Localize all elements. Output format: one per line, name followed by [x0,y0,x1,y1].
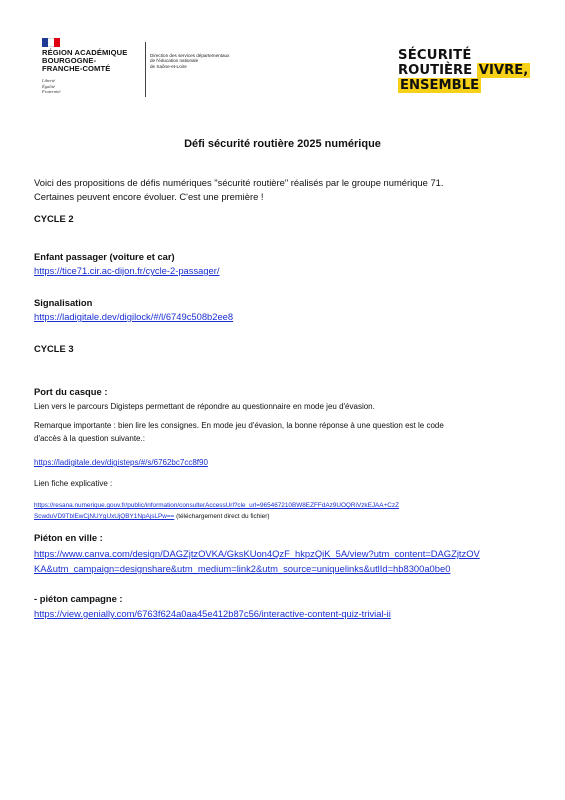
section-enfant-passager-title: Enfant passager (voiture et car) [34,251,175,262]
link-genially[interactable]: https://view.genially.com/6763f624a0aa45e412b87c56/interactive-content-quiz-trivial-ii [34,608,391,619]
section-signalisation-title: Signalisation [34,297,93,308]
cycle-2-heading: CYCLE 2 [34,213,74,224]
intro-line-1: Voici des propositions de défis numériques "sécurité routière" réalisés par le groupe numérique 71. [34,177,444,188]
link-canva-line-2[interactable]: KA&utm_campaign=designshare&utm_medium=link2&utm_source=uniquelinks&utlId=hb8300a0be0 [34,563,451,574]
section-pieton-campagne-title: - piéton campagne : [34,593,123,604]
logo-line-2b: VIVRE, [478,63,529,78]
remark-line-1: Remarque importante : bien lire les consignes. En mode jeu d'évasion, la bonne réponse à une question est le code [34,421,444,430]
logo-line-2 [398,63,530,78]
link-resana-line-1[interactable]: https://resana.numerique.gouv.fr/public/information/consulterAccessUrl?cle_url=965467210BW8EZFFdAz9UOQRiVzkEJAA+CzZ [34,502,400,509]
logo-line-3 [398,78,481,93]
page-title: Défi sécurité routière 2025 numérique [184,138,381,150]
resana-note: (téléchargement direct du fichier) [174,513,270,520]
direction-name: Direction des services départementaux de l'éducation nationale de Saône-et-Loire [150,53,230,69]
cycle-3-heading: CYCLE 3 [34,343,74,354]
section-pieton-ville-title: Piéton en ville : [34,532,103,543]
section-port-du-casque-title: Port du casque : [34,386,108,397]
fiche-explicative-label: Lien fiche explicative : [34,479,113,488]
region-name: RÉGION ACADÉMIQUE BOURGOGNE- FRANCHE-COMTÉ [42,48,128,73]
securite-routiere-logo [398,48,538,98]
link-canva-line-1[interactable]: https://www.canva.com/design/DAGZjtzOVKA/GksKUon4QzF_hkpzQiK_5A/view?utm_content=DAGZjtzOV [34,548,480,559]
french-flag-icon [42,38,60,47]
intro-line-2: Certaines peuvent encore évoluer. C'est une première ! [34,191,264,202]
logo-line-2a: ROUTIÈRE [398,63,473,78]
link-enfant-passager[interactable]: https://tice71.cir.ac-dijon.fr/cycle-2-passager/ [34,265,220,276]
port-du-casque-text: Lien vers le parcours Digisteps permettant de répondre au questionnaire en mode jeu d'évasion. [34,402,375,411]
link-digisteps[interactable]: https://ladigitale.dev/digisteps/#/s/6762bc7cc8f90 [34,458,208,467]
link-resana-line-2[interactable]: ScwduVD9TblEwCjNUYgUxUjQBY1NpAjsLPw== [34,513,175,520]
region-academique-logo [42,38,272,100]
logo-line-3-text: ENSEMBLE [400,78,480,93]
logo-divider [145,42,146,97]
remark-line-2: d'accès à la question suivante.: [34,434,145,443]
link-signalisation[interactable]: https://ladigitale.dev/digilock/#/l/6749c508b2ee8 [34,311,234,322]
logo-line-1: SÉCURITÉ [398,48,472,63]
republic-motto: Liberté Égalité Fraternité [42,78,61,95]
resana-line-2 [34,513,270,522]
